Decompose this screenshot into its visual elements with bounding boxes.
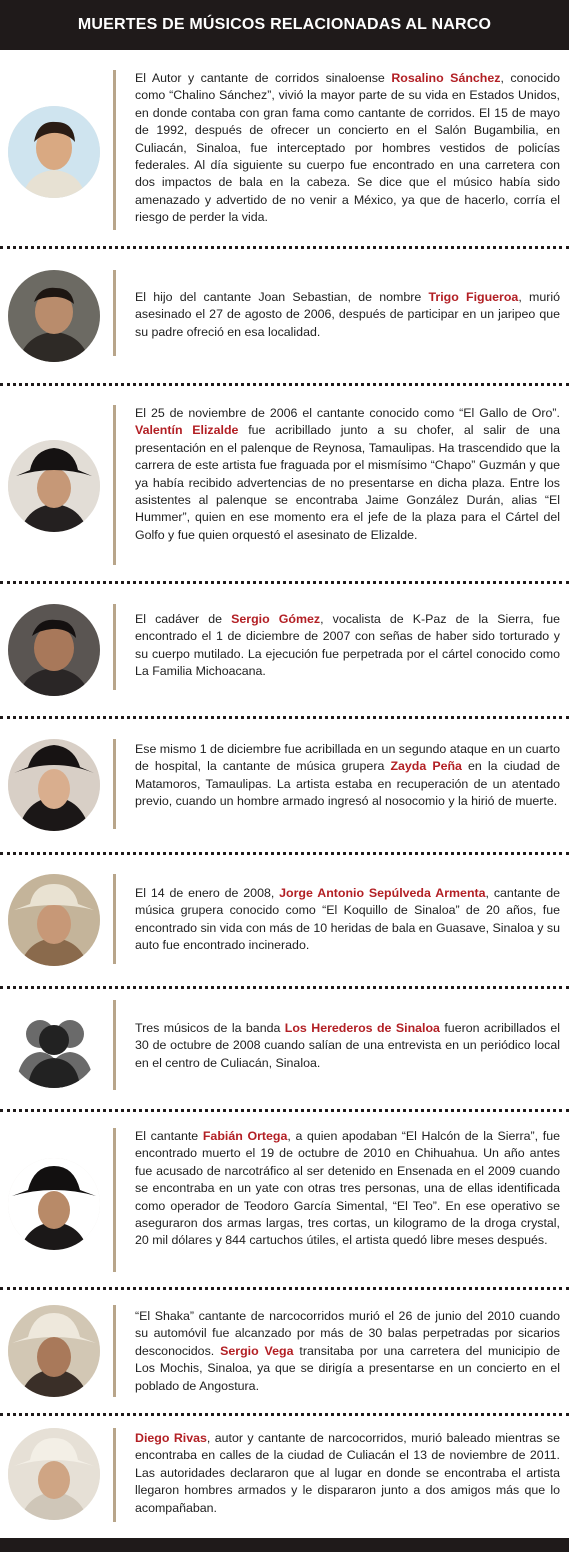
musician-name: Rosalino Sánchez: [391, 71, 501, 85]
entry-text: [135, 70, 560, 227]
portrait-photo: [8, 1305, 100, 1397]
musician-name: Diego Rivas: [135, 1431, 207, 1445]
entry-text: [135, 1430, 560, 1517]
portrait-photo: [8, 1158, 100, 1250]
entry-text: [135, 885, 560, 955]
entry-text-intro: El 14 de enero de 2008,: [135, 886, 280, 900]
musician-name: Zayda Peña: [390, 759, 462, 774]
dotted-separator: [0, 1287, 569, 1290]
musician-name: Los Herederos de Sinaloa: [284, 1021, 440, 1035]
entry-text-body: transitaba por una carretera del municipio de Los Mochis, Sinaloa, ya que se dirigía a presentarse en un concierto en el poblado de Angostura.: [135, 1343, 560, 1393]
divider-bar: [113, 1000, 116, 1090]
entry-text-body: fueron acribillados el 30 de octubre de 2008 cuando salían de una entrevista en un periódico local en el centro de Culiacán, Sinaloa.: [135, 1021, 560, 1070]
musician-name: Sergio Vega: [220, 1343, 294, 1358]
musician-name: Valentín Elizalde: [135, 423, 239, 438]
portrait-photo: [8, 739, 100, 831]
divider-bar: [113, 405, 116, 565]
portrait-photo: [8, 270, 100, 362]
entry-text: [135, 1308, 560, 1395]
divider-bar: [113, 874, 116, 964]
entry-text-intro: El cadáver de: [135, 612, 232, 626]
musician-name: Sergio Gómez: [231, 612, 321, 626]
entry-text: [135, 741, 560, 811]
dotted-separator: [0, 1109, 569, 1112]
portrait-photo: [8, 604, 100, 696]
portrait-photo: [8, 874, 100, 966]
entry-text-intro: El 25 de noviembre de 2006 el cantante conocido como “El Gallo de Oro”.: [135, 406, 560, 420]
portrait-photo: [8, 1428, 100, 1520]
entry-text-intro: El cantante: [135, 1129, 203, 1143]
divider-bar: [113, 1305, 116, 1397]
dotted-separator: [0, 716, 569, 719]
dotted-separator: [0, 246, 569, 249]
entry-text-body: , vocalista de K-Paz de la Sierra, fue encontrado el 1 de diciembre de 2007 con señas de haber sido torturado y su cuerpo mutilado. La ejecución fue perpetrada por el cártel conocido como La Familia Michoacana.: [135, 612, 560, 679]
divider-bar: [113, 604, 116, 690]
dotted-separator: [0, 852, 569, 855]
entry-text-intro: “El Shaka” cantante de narcocorridos murió el 26 de junio del 2010 cuando su automóvil fue alcanzado por más de 30 balas perpetradas por sicarios desconocidos.: [135, 1309, 560, 1358]
portrait-photo: [8, 440, 100, 532]
dotted-separator: [0, 1413, 569, 1416]
entry-text-body: fue acribillado junto a su chofer, al salir de una presentación en el palenque de Reynosa, Tamaulipas. Ha trascendido que la carrera de este artista fue fraguada por el mismísimo “Chapo” Guzmán y que ya había recibido advertencias de no presentarse en dicha plaza. Entre los asistentes al palenque se encontraba Jaime González Durán, alias “El Hummer”, quien en ese momento era el jefe de la plaza para el Cártel del Golfo y fue quien orquestó el asesinato de Elizalde.: [135, 423, 560, 542]
entry-text: [135, 405, 560, 544]
entry-text: [135, 1128, 560, 1250]
entry-text-intro: Ese mismo 1 de diciembre fue acribillada en un segundo ataque en un cuarto de hospital, la cantante de música grupera: [135, 742, 560, 774]
dotted-separator: [0, 581, 569, 584]
entry-text-body: , conocido como “Chalino Sánchez”, vivió la mayor parte de su vida en Estados Unidos, en donde contaba con gran fama como cantante de corridos. El 15 de mayo de 1992, después de ofrecer un concierto en el Salón Bugambilia, en Culiacán, Sinaloa, fue interceptado por hombres vestidos de policías federales. Al día siguiente su cuerpo fue encontrado en una carretera con dos impactos de bala en la cabeza. Se dice que el músico había sido amenazado y advertido de no venir a México, ya que de hacerlo, corría el riesgo de perder la vida.: [135, 71, 561, 225]
title-bar: [0, 0, 569, 50]
entry-text-intro: El Autor y cantante de corridos sinaloense: [135, 71, 392, 85]
musician-name: Trigo Figueroa: [428, 290, 519, 304]
divider-bar: [113, 1128, 116, 1272]
entry-text: [135, 289, 560, 341]
entry-text-body: , murió asesinado el 27 de agosto de 2006, después de participar en un jaripeo que su padre ofreció en esa localidad.: [135, 290, 560, 339]
entry-text-body: , a quien apodaban “El Halcón de la Sierra”, fue encontrado muerto el 19 de octubre de 2010 en Chihuahua. Un año antes fue acusado de narcotráfico al ser detenido en Ensenada en el 2009 cuando se encontraba en un yate con otras tres personas, una de ellas identificada como operador de Teodoro García Simental, “El Teo”. En ese operativo se aseguraron dos armas largas, tres cortas, un kilogramo de la droga crystal, 20 mil dólares y 844 cartuchos útiles, el artista quedó libre meses después.: [135, 1129, 561, 1248]
musician-name: Fabián Ortega: [202, 1129, 288, 1143]
entry-text: [135, 1020, 560, 1072]
entry-text-body: , autor y cantante de narcocorridos, murió baleado mientras se encontraba en calles de la ciudad de Culiacán el 13 de noviembre de 2011. Las autoridades declararon que al lugar en donde se encontraba el artista llegaron hombres armados y le dispararon junto a dos amigos más que lo acompañaban.: [135, 1431, 560, 1515]
divider-bar: [113, 70, 116, 230]
dotted-separator: [0, 986, 569, 989]
divider-bar: [113, 1428, 116, 1522]
portrait-photo: [8, 106, 100, 198]
entry-text-intro: El hijo del cantante Joan Sebastian, de nombre: [135, 290, 429, 304]
divider-bar: [113, 270, 116, 356]
entry-text-body: en la ciudad de Matamoros, Tamaulipas. La artista estaba en recuperación de un atentado previo, cuando un hombre armado ingresó al nosocomio y la hirió de muerte.: [135, 759, 561, 809]
entry-text-intro: Tres músicos de la banda: [135, 1021, 285, 1035]
silhouette-group-icon: [8, 996, 100, 1088]
footer-bar: [0, 1538, 569, 1552]
dotted-separator: [0, 383, 569, 386]
musician-name: Jorge Antonio Sepúlveda Armenta: [279, 886, 486, 900]
divider-bar: [113, 739, 116, 829]
entry-text-body: , cantante de música grupera conocido como “El Koquillo de Sinaloa” de 20 años, fue encontrado sin vida con más de 10 heridas de bala en Guasave, Sinaloa y su auto fue encontrado incinerado.: [135, 886, 560, 953]
page-title: MUERTES DE MÚSICOS RELACIONADAS AL NARCO: [77, 16, 492, 33]
entry-text: [135, 611, 560, 681]
